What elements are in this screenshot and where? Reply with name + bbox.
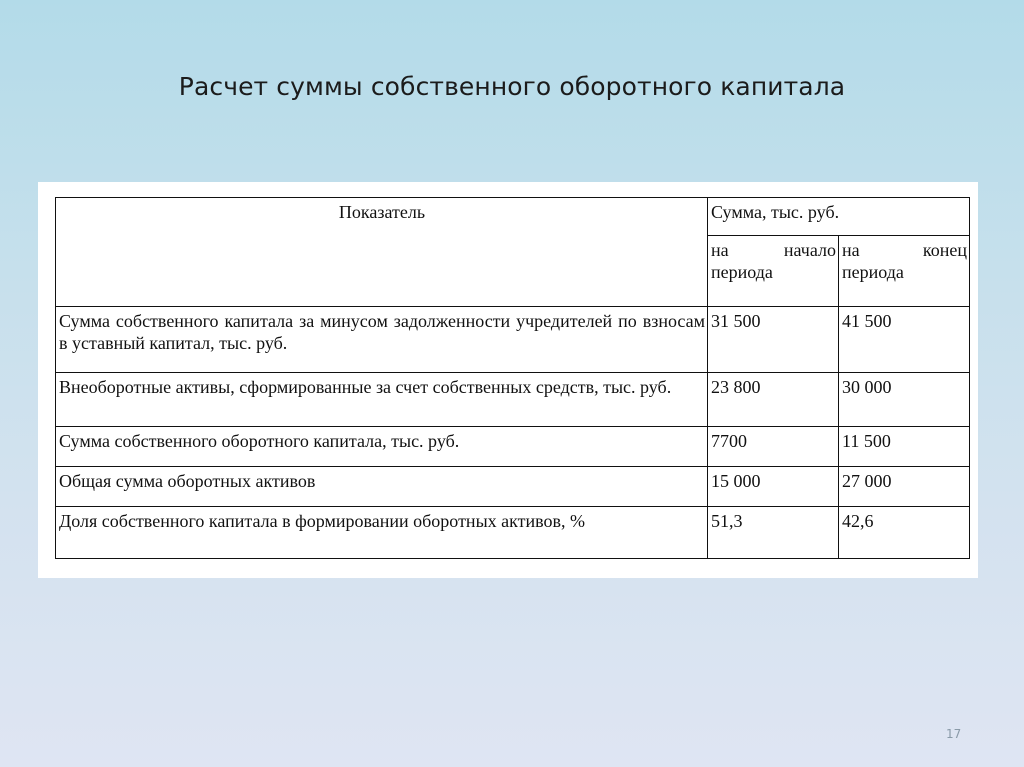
header-sum: Сумма, тыс. руб. (708, 198, 970, 236)
row-end-value: 11 500 (839, 427, 970, 467)
row-start-value: 15 000 (708, 467, 839, 507)
row-start-value: 7700 (708, 427, 839, 467)
header-end: на конец периода (839, 236, 970, 307)
slide-title: Расчет суммы собственного оборотного капитала (178, 72, 846, 101)
table-header-row (56, 198, 970, 236)
table-row (56, 427, 970, 467)
row-start-value: 31 500 (708, 307, 839, 373)
page-number: 17 (946, 727, 962, 741)
table-row (56, 373, 970, 427)
header-indicator: Показатель (56, 198, 708, 307)
table-row (56, 507, 970, 559)
capital-table (55, 197, 970, 559)
header-start: на начало периода (708, 236, 839, 307)
row-label: Общая сумма оборотных активов (56, 467, 708, 507)
row-start-value: 23 800 (708, 373, 839, 427)
row-end-value: 41 500 (839, 307, 970, 373)
row-label: Доля собственного капитала в формировании оборотных активов, % (56, 507, 708, 559)
table-row (56, 307, 970, 373)
table-sheet (38, 182, 978, 578)
table-row (56, 467, 970, 507)
row-start-value: 51,3 (708, 507, 839, 559)
row-label: Внеоборотные активы, сформированные за счет собственных средств, тыс. руб. (56, 373, 708, 427)
row-label: Сумма собственного капитала за минусом задолженности учредителей по взносам в уставный капитал, тыс. руб. (56, 307, 708, 373)
row-end-value: 30 000 (839, 373, 970, 427)
row-end-value: 42,6 (839, 507, 970, 559)
row-end-value: 27 000 (839, 467, 970, 507)
row-label: Сумма собственного оборотного капитала, тыс. руб. (56, 427, 708, 467)
